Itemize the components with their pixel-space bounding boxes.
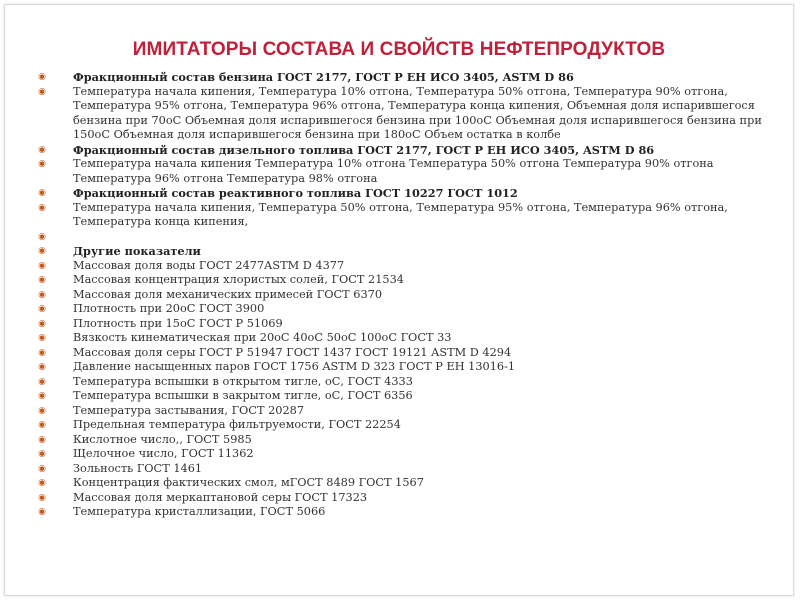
bullet-icon: ◉ <box>38 202 46 213</box>
list-item-text: Температура начала кипения, Температура 10% отгона, Температура 50% отгона, Температура 90% отгона, Температура 95% отгона, Температура 96% отгона, Температура конца кипения, Объемная доля испарившегося бензина при 70оС Объемная доля испарившегося бензина при 100оС Объемная доля испарившегося бензина при 150оС Объемная доля испарившегося бензина при 180оС Объем остатка в колбе <box>73 84 762 141</box>
list-item <box>37 331 767 346</box>
list-heading-item <box>37 70 767 85</box>
bullet-icon: ◉ <box>38 188 46 198</box>
list-item-text: Кислотное число,, ГОСТ 5985 <box>73 432 252 446</box>
list-item <box>37 259 767 274</box>
bullet-icon: ◉ <box>38 463 46 474</box>
list-item-text: Температура вспышки в открытом тигле, оС, ГОСТ 4333 <box>73 374 413 388</box>
list-item-text: Массовая доля меркаптановой серы ГОСТ 17323 <box>73 490 368 504</box>
list-item <box>37 157 767 186</box>
list-heading-item <box>37 244 767 259</box>
list-item-text: Давление насыщенных паров ГОСТ 1756 ASTM D 323 ГОСТ Р ЕН 13016-1 <box>73 360 516 373</box>
list-item-text: Массовая концентрация хлористых солей, ГОСТ 21534 <box>73 273 404 286</box>
bullet-icon: ◉ <box>38 159 46 169</box>
list-item <box>37 404 767 419</box>
bullet-icon: ◉ <box>38 405 46 416</box>
list-item-text: Плотность при 15оС ГОСТ Р 51069 <box>73 316 283 330</box>
list-item-text: Температура начала кипения, Температура 50% отгона, Температура 95% отгона, Температура 96% отгона, Температура конца кипения, <box>73 200 728 228</box>
list-item <box>37 288 767 303</box>
bullet-icon: ◉ <box>38 318 46 329</box>
bullet-icon: ◉ <box>38 231 46 242</box>
list-item <box>37 476 767 491</box>
list-item-text: Плотность при 20оС ГОСТ 3900 <box>73 302 265 315</box>
list-item-text: Фракционный состав дизельного топлива ГОСТ 2177, ГОСТ Р ЕН ИСО 3405, ASTM D 86 <box>73 142 655 157</box>
list-item-text: Фракционный состав реактивного топлива ГОСТ 10227 ГОСТ 1012 <box>73 186 518 200</box>
list-item-text: Массовая доля механических примесей ГОСТ 6370 <box>73 287 383 301</box>
list-item <box>37 273 767 288</box>
slide <box>4 4 794 596</box>
bullet-icon: ◉ <box>38 289 46 300</box>
bullet-icon: ◉ <box>38 86 46 97</box>
list-item <box>37 462 767 477</box>
bullet-icon: ◉ <box>38 144 46 155</box>
bullet-list <box>37 70 767 520</box>
bullet-icon: ◉ <box>38 492 46 503</box>
list-item <box>37 317 767 332</box>
list-item-text: Температура начала кипения Температура 10% отгона Температура 50% отгона Температура 90% отгона Температура 96% отгона Температура 98% отгона <box>73 157 714 185</box>
bullet-icon: ◉ <box>38 275 46 285</box>
list-item <box>37 201 767 230</box>
bullet-icon: ◉ <box>38 420 46 430</box>
bullet-icon: ◉ <box>38 260 46 271</box>
list-item <box>37 505 767 520</box>
bullet-icon: ◉ <box>38 391 46 401</box>
list-item <box>37 418 767 433</box>
slide-title: ИМИТАТОРЫ СОСТАВА И СВОЙСТВ НЕФТЕПРОДУКТОВ <box>132 39 666 60</box>
list-item-text: Массовая доля воды ГОСТ 2477ASTM D 4377 <box>73 258 345 272</box>
list-item-text: Фракционный состав бензина ГОСТ 2177, ГОСТ Р ЕН ИСО 3405, ASTM D 86 <box>73 70 574 84</box>
bullet-icon: ◉ <box>38 376 46 387</box>
bullet-icon: ◉ <box>38 449 46 459</box>
list-item-text: Зольность ГОСТ 1461 <box>73 461 203 475</box>
list-item-text: Другие показатели <box>73 244 201 258</box>
list-item-text: Массовая доля серы ГОСТ Р 51947 ГОСТ 1437 ГОСТ 19121 ASTM D 4294 <box>73 345 512 359</box>
bullet-icon: ◉ <box>38 246 46 256</box>
list-item <box>37 85 767 143</box>
list-item <box>37 360 767 375</box>
bullet-icon: ◉ <box>38 434 46 445</box>
list-item <box>37 346 767 361</box>
list-item-text <box>73 230 77 243</box>
list-item-text: Температура кристаллизации, ГОСТ 5066 <box>73 505 326 518</box>
list-item-text: Концентрация фактических смол, мГОСТ 8489 ГОСТ 1567 <box>73 476 424 489</box>
bullet-icon: ◉ <box>38 347 46 358</box>
list-item-text: Вязкость кинематическая при 20оС 40оС 50оС 100оС ГОСТ 33 <box>73 331 452 344</box>
list-item-text: Предельная температура фильтруемости, ГОСТ 22254 <box>73 418 401 431</box>
list-item-text: Температура вспышки в закрытом тигле, оС, ГОСТ 6356 <box>73 389 413 402</box>
bullet-icon: ◉ <box>38 507 46 517</box>
list-item <box>37 491 767 506</box>
bullet-icon: ◉ <box>38 304 46 314</box>
bullet-icon: ◉ <box>38 362 46 372</box>
bullet-icon: ◉ <box>38 72 46 82</box>
list-item-text: Щелочное число, ГОСТ 11362 <box>73 447 254 460</box>
bullet-icon: ◉ <box>38 333 46 343</box>
list-heading-item <box>37 143 767 158</box>
list-item <box>37 433 767 448</box>
list-item <box>37 389 767 404</box>
list-item <box>37 447 767 462</box>
list-heading-item <box>37 186 767 201</box>
bullet-icon: ◉ <box>38 478 46 488</box>
list-item-text: Температура застывания, ГОСТ 20287 <box>73 403 305 417</box>
list-item <box>37 302 767 317</box>
list-item <box>37 230 767 245</box>
list-item <box>37 375 767 390</box>
